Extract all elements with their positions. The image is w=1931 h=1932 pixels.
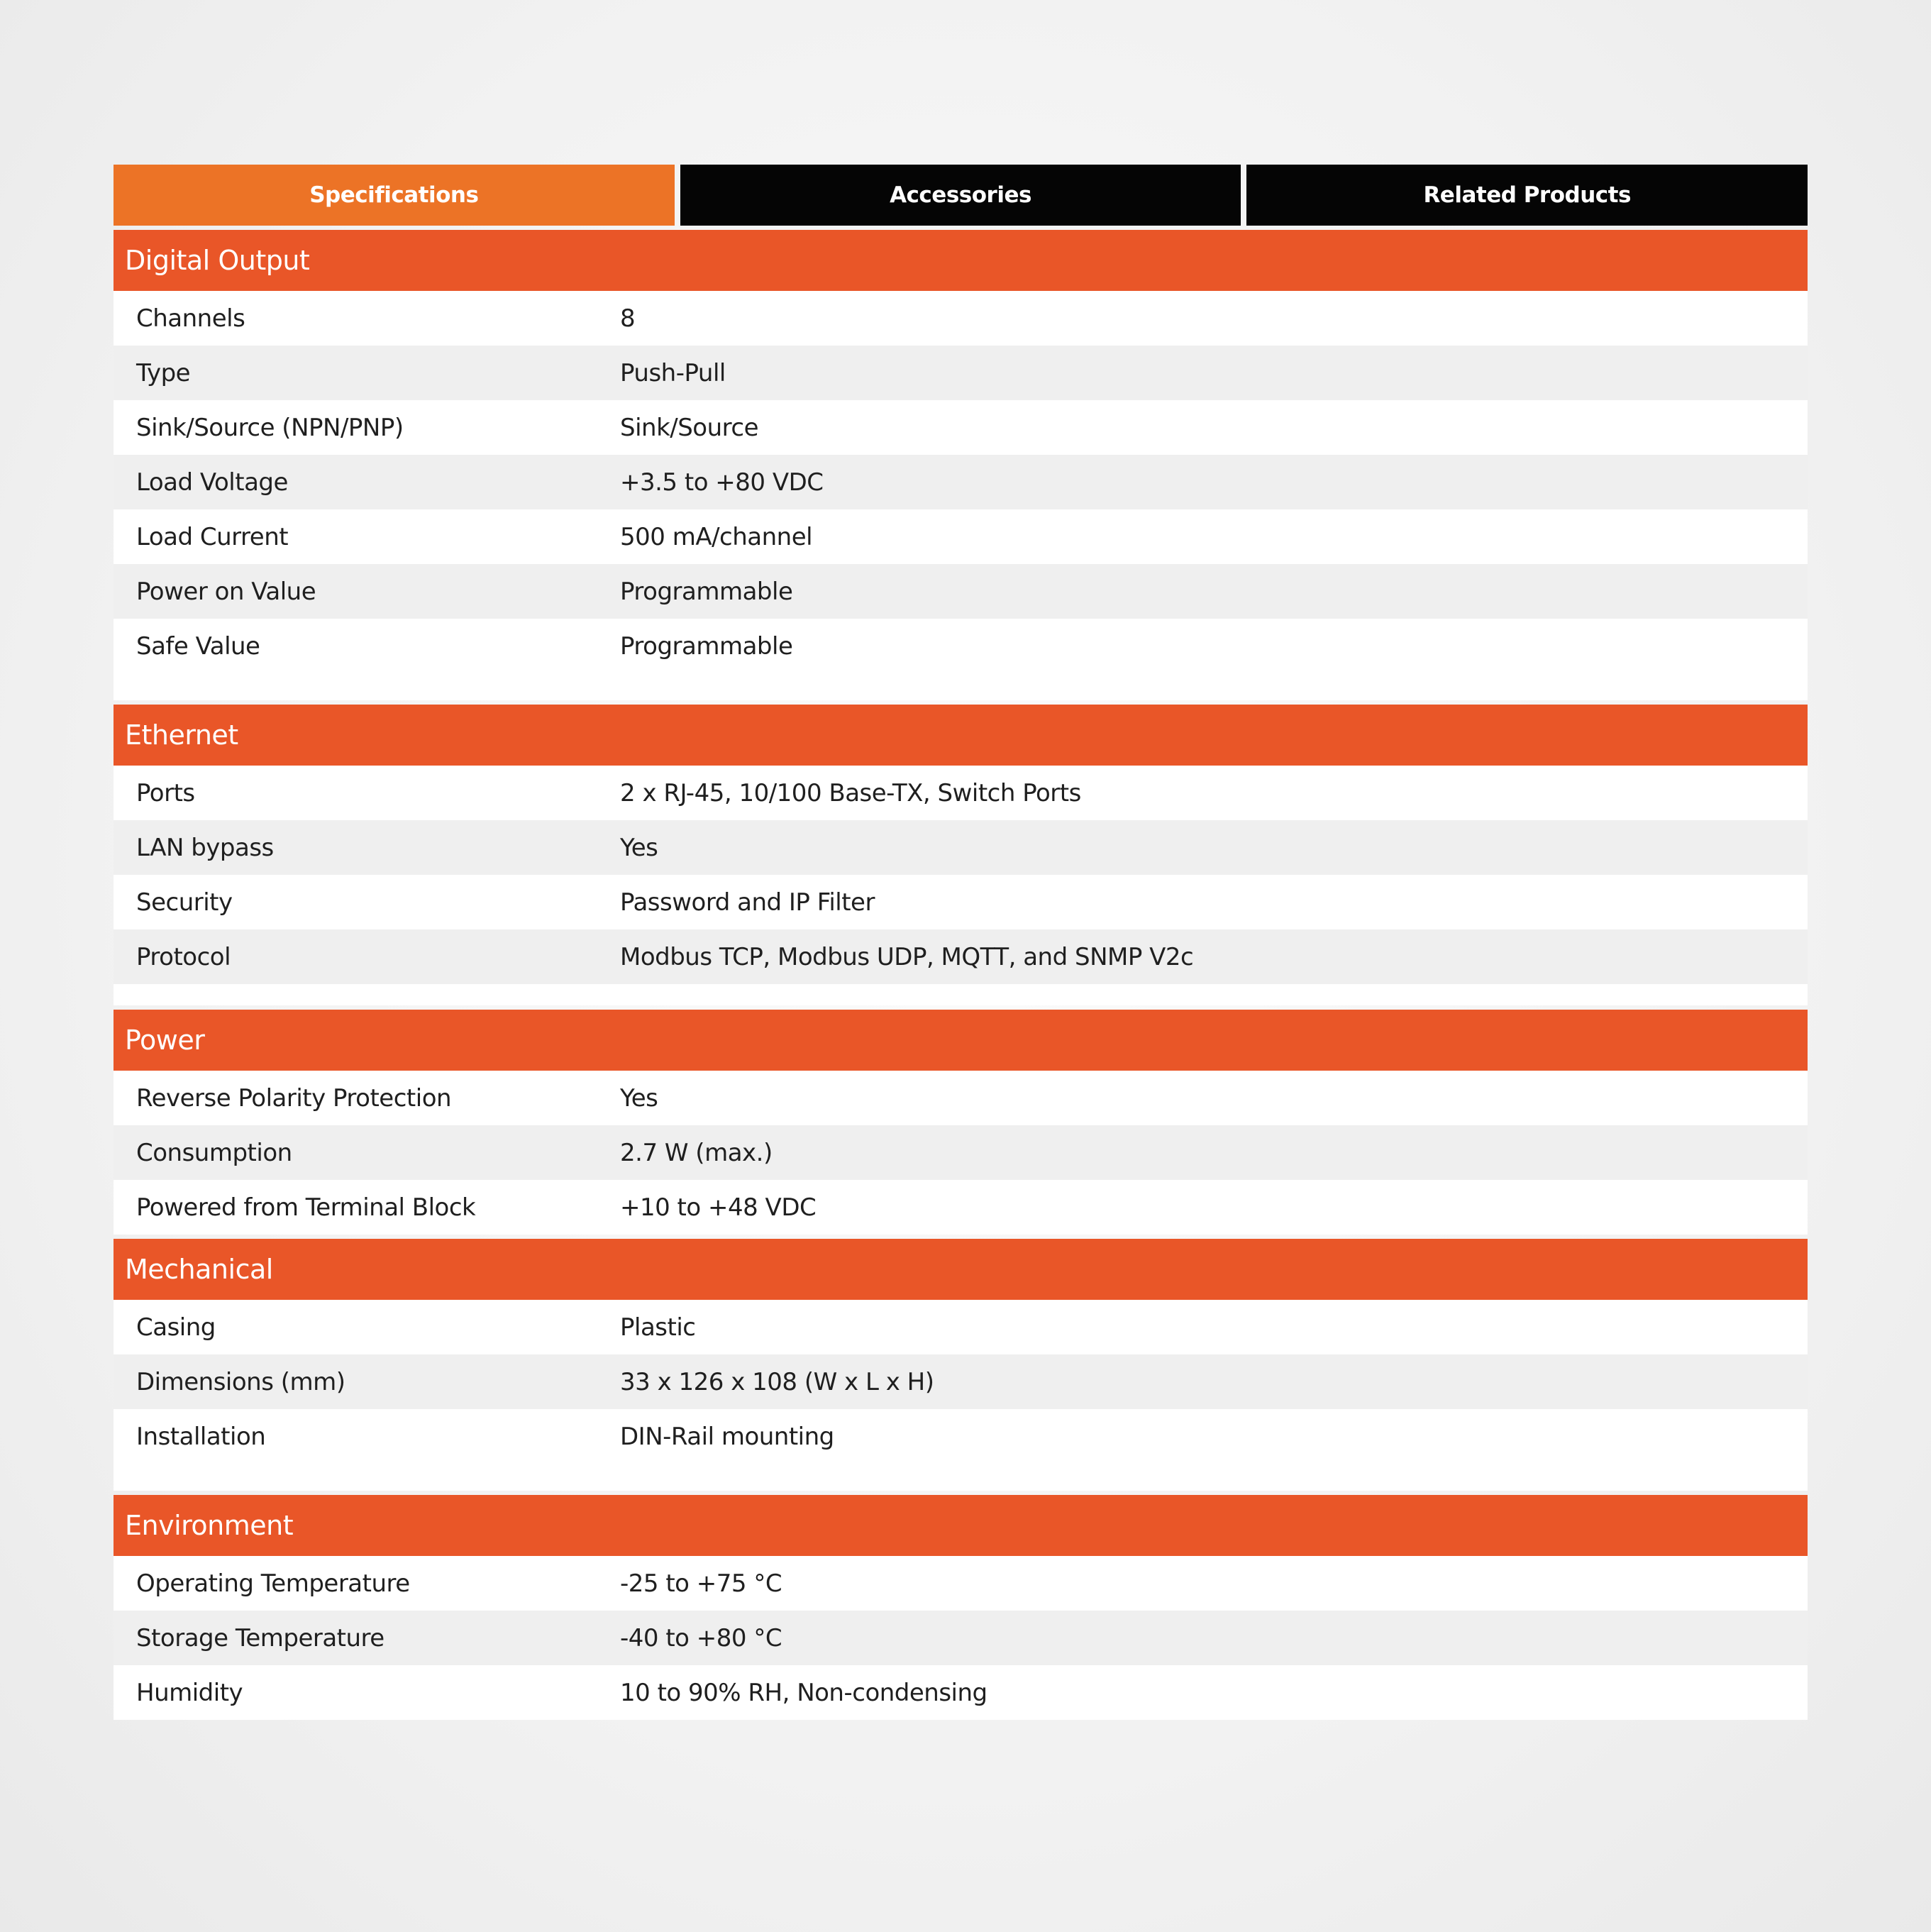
spec-value: 2 x RJ-45, 10/100 Base-TX, Switch Ports [620,778,1081,807]
table-row [114,1300,1808,1354]
section-header: Power [114,1010,1808,1071]
table-row [114,346,1808,400]
table-row [114,400,1808,455]
spec-label: Protocol [136,942,231,971]
section-header: Mechanical [114,1239,1808,1300]
spec-value: Programmable [620,577,793,606]
spec-value: -40 to +80 °C [620,1623,782,1652]
spec-label: Load Voltage [136,468,288,497]
spec-label: LAN bypass [136,833,274,862]
table-row [114,1556,1808,1611]
spec-table [114,1071,1808,1235]
section-power [114,1010,1808,1235]
spec-table [114,291,1808,700]
spec-label: Storage Temperature [136,1623,384,1652]
section-header: Ethernet [114,705,1808,766]
table-row [114,1611,1808,1665]
table-row [114,1409,1808,1464]
spec-value: 500 mA/channel [620,522,813,551]
table-row [114,564,1808,619]
spec-value: Push-Pull [620,358,726,387]
table-row [114,875,1808,929]
spec-value: Yes [620,1083,658,1113]
spec-value: Sink/Source [620,413,758,442]
spec-table [114,766,1808,1005]
spec-value: 8 [620,304,636,333]
spec-value: 33 x 126 x 108 (W x L x H) [620,1367,934,1396]
spec-label: Load Current [136,522,289,551]
spec-label: Reverse Polarity Protection [136,1083,452,1113]
spec-value: -25 to +75 °C [620,1569,782,1598]
spec-label: Safe Value [136,631,260,661]
tab-related-products[interactable]: Related Products [1246,165,1808,226]
table-row [114,509,1808,564]
tab-accessories[interactable]: Accessories [680,165,1241,226]
spec-table [114,1556,1808,1720]
table-row [114,619,1808,673]
spec-value: Plastic [620,1313,696,1342]
section-header: Environment [114,1495,1808,1556]
spec-label: Power on Value [136,577,316,606]
section-digital-output [114,230,1808,700]
spec-label: Humidity [136,1678,243,1707]
spec-label: Consumption [136,1138,292,1167]
spec-label: Dimensions (mm) [136,1367,345,1396]
specifications-panel [114,165,1808,1720]
section-environment [114,1495,1808,1720]
spec-label: Installation [136,1422,266,1451]
spec-value: 10 to 90% RH, Non-condensing [620,1678,987,1707]
spec-label: Operating Temperature [136,1569,410,1598]
table-row [114,766,1808,820]
table-row [114,1125,1808,1180]
table-row [114,455,1808,509]
table-row [114,291,1808,346]
spec-label: Casing [136,1313,216,1342]
tab-specifications[interactable]: Specifications [114,165,675,226]
table-row [114,1665,1808,1720]
spec-value: +3.5 to +80 VDC [620,468,824,497]
spec-value: Modbus TCP, Modbus UDP, MQTT, and SNMP V2c [620,942,1194,971]
table-row [114,1071,1808,1125]
spec-value: 2.7 W (max.) [620,1138,773,1167]
spec-value: DIN-Rail mounting [620,1422,834,1451]
tab-bar [114,165,1808,226]
table-row [114,820,1808,875]
table-row [114,1354,1808,1409]
section-mechanical [114,1239,1808,1491]
spec-value: Programmable [620,631,793,661]
spec-table [114,1300,1808,1491]
spec-value: +10 to +48 VDC [620,1193,817,1222]
spec-label: Ports [136,778,195,807]
section-ethernet [114,705,1808,1005]
spec-label: Sink/Source (NPN/PNP) [136,413,404,442]
section-header: Digital Output [114,230,1808,291]
table-row [114,1180,1808,1235]
spec-label: Type [136,358,191,387]
spec-value: Yes [620,833,658,862]
spec-label: Channels [136,304,245,333]
spec-value: Password and IP Filter [620,888,875,917]
spec-label: Powered from Terminal Block [136,1193,476,1222]
spec-label: Security [136,888,233,917]
table-row [114,929,1808,984]
